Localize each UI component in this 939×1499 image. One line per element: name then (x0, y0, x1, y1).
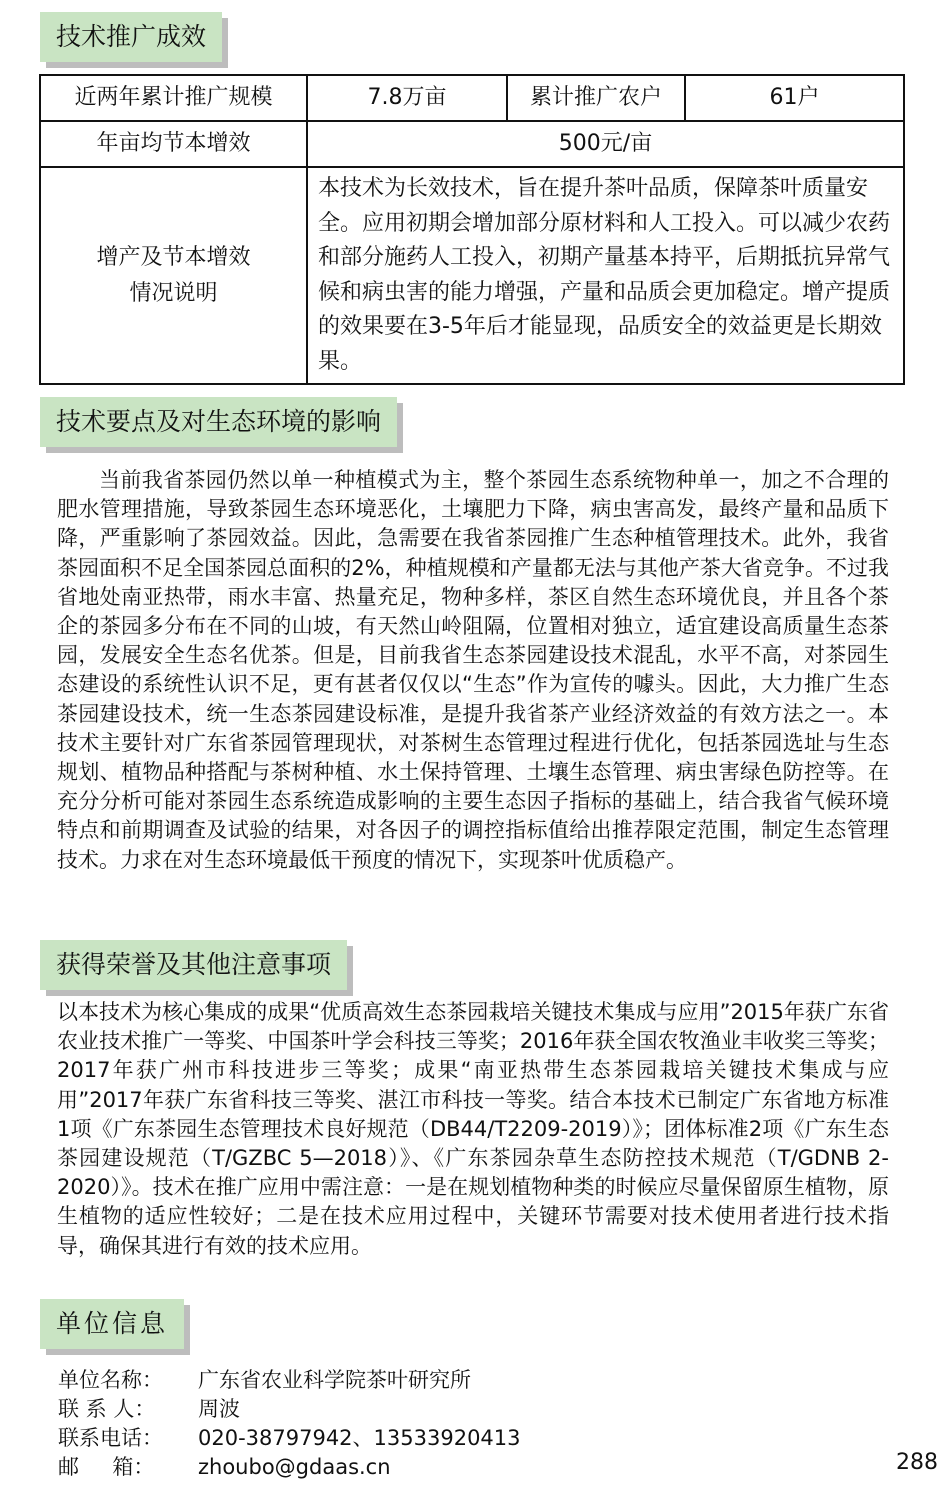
benefit-value: 500元/亩 (307, 121, 904, 167)
desc-label (40, 167, 307, 384)
section-title-key-points: 技术要点及对生态环境的影响 (40, 397, 397, 447)
unit-name-label: 单位名称： (58, 1368, 163, 1392)
unit-email-value: zhoubo@gdaas.cn (198, 1455, 391, 1479)
unit-phone-label: 联系电话： (58, 1426, 163, 1450)
honors-paragraph: 以本技术为核心集成的成果“优质高效生态茶园栽培关键技术集成与应用”2015年获广东省农业技术推广一等奖、中国茶叶学会科技三等奖；2016年获全国农牧渔业丰收奖三等奖；2017年获广州市科技进步三等奖；成果“南亚热带生态茶园栽培关键技术集成与应用”2017年获广东省科技三等奖、湛江市科技一等奖。结合本技术已制定广东省地方标准1项《广东茶园生态管理技术良好规范（DB44/T2209-2019）》；团体标准2项《广东生态茶园建设规范（T/GZBC 5—2018）》、《广东茶园杂草生态防控技术规范（T/GDNB 2-2020）》。技术在推广应用中需注意：一是在规划植物种类的时候应尽量保留原生植物，原生植物的适应性较好；二是在技术应用过程中，关键环节需要对技术使用者进行技术指导，确保其进行有效的技术应用。 (57, 1000, 889, 1258)
section-title-honors: 获得荣誉及其他注意事项 (40, 940, 347, 990)
unit-phone-value: 020-38797942、13533920413 (198, 1426, 521, 1450)
households-label: 累计推广农户 (507, 75, 685, 121)
unit-contact-row (58, 1395, 521, 1424)
unit-email-label: 邮 箱： (58, 1455, 155, 1479)
page-number: 288 (896, 1450, 938, 1475)
desc-label-line2: 情况说明 (129, 280, 218, 306)
section-title-unit: 单位信息 (40, 1299, 184, 1349)
unit-phone-row (58, 1424, 521, 1453)
unit-contact-label: 联 系 人： (58, 1397, 156, 1421)
scale-label: 近两年累计推广规模 (40, 75, 307, 121)
households-value: 61户 (685, 75, 904, 121)
unit-name-row (58, 1366, 521, 1395)
desc-label-line1: 增产及节本增效 (96, 244, 251, 270)
unit-contact-value: 周波 (198, 1397, 240, 1421)
unit-info (58, 1366, 521, 1482)
unit-name-value: 广东省农业科学院茶叶研究所 (198, 1368, 471, 1392)
section-title-promotion: 技术推广成效 (40, 12, 222, 62)
key-points-paragraph: 当前我省茶园仍然以单一种植模式为主，整个茶园生态系统物种单一，加之不合理的肥水管理措施，导致茶园生态环境恶化，土壤肥力下降，病虫害高发，最终产量和品质下降，严重影响了茶园效益。因此，急需要在我省茶园推广生态种植管理技术。此外，我省茶园面积不足全国茶园总面积的2%，种植规模和产量都无法与其他产茶大省竞争。不过我省地处南亚热带，雨水丰富、热量充足，物种多样，茶区自然生态环境优良，并且各个茶企的茶园多分布在不同的山坡，有天然山岭阻隔，位置相对独立，适宜建设高质量生态茶园，发展安全生态名优茶。但是，目前我省生态茶园建设技术混乱，水平不高，对茶园生态建设的系统性认识不足，更有甚者仅仅以“生态”作为宣传的噱头。因此，大力推广生态茶园建设技术，统一生态茶园建设标准，是提升我省茶产业经济效益的有效方法之一。本技术主要针对广东省茶园管理现状，对茶树生态管理过程进行优化，包括茶园选址与生态规划、植物品种搭配与茶树种植、水土保持管理、土壤生态管理、病虫害绿色防控等。在充分分析可能对茶园生态系统造成影响的主要生态因子指标的基础上，结合我省气候环境特点和前期调查及试验的结果，对各因子的调控指标值给出推荐限定范围，制定生态管理技术。力求在对生态环境最低干预度的情况下，实现茶叶优质稳产。 (57, 468, 889, 872)
scale-value: 7.8万亩 (307, 75, 507, 121)
desc-text: 本技术为长效技术，旨在提升茶叶品质，保障茶叶质量安全。应用初期会增加部分原材料和人工投入。可以减少农药和部分施药人工投入，初期产量基本持平，后期抵抗异常气候和病虫害的能力增强，产量和品质会更加稳定。增产提质的效果要在3-5年后才能显现，品质安全的效益更是长期效果。 (307, 167, 904, 384)
unit-email-row (58, 1453, 521, 1482)
promotion-table (39, 74, 905, 385)
benefit-label: 年亩均节本增效 (40, 121, 307, 167)
